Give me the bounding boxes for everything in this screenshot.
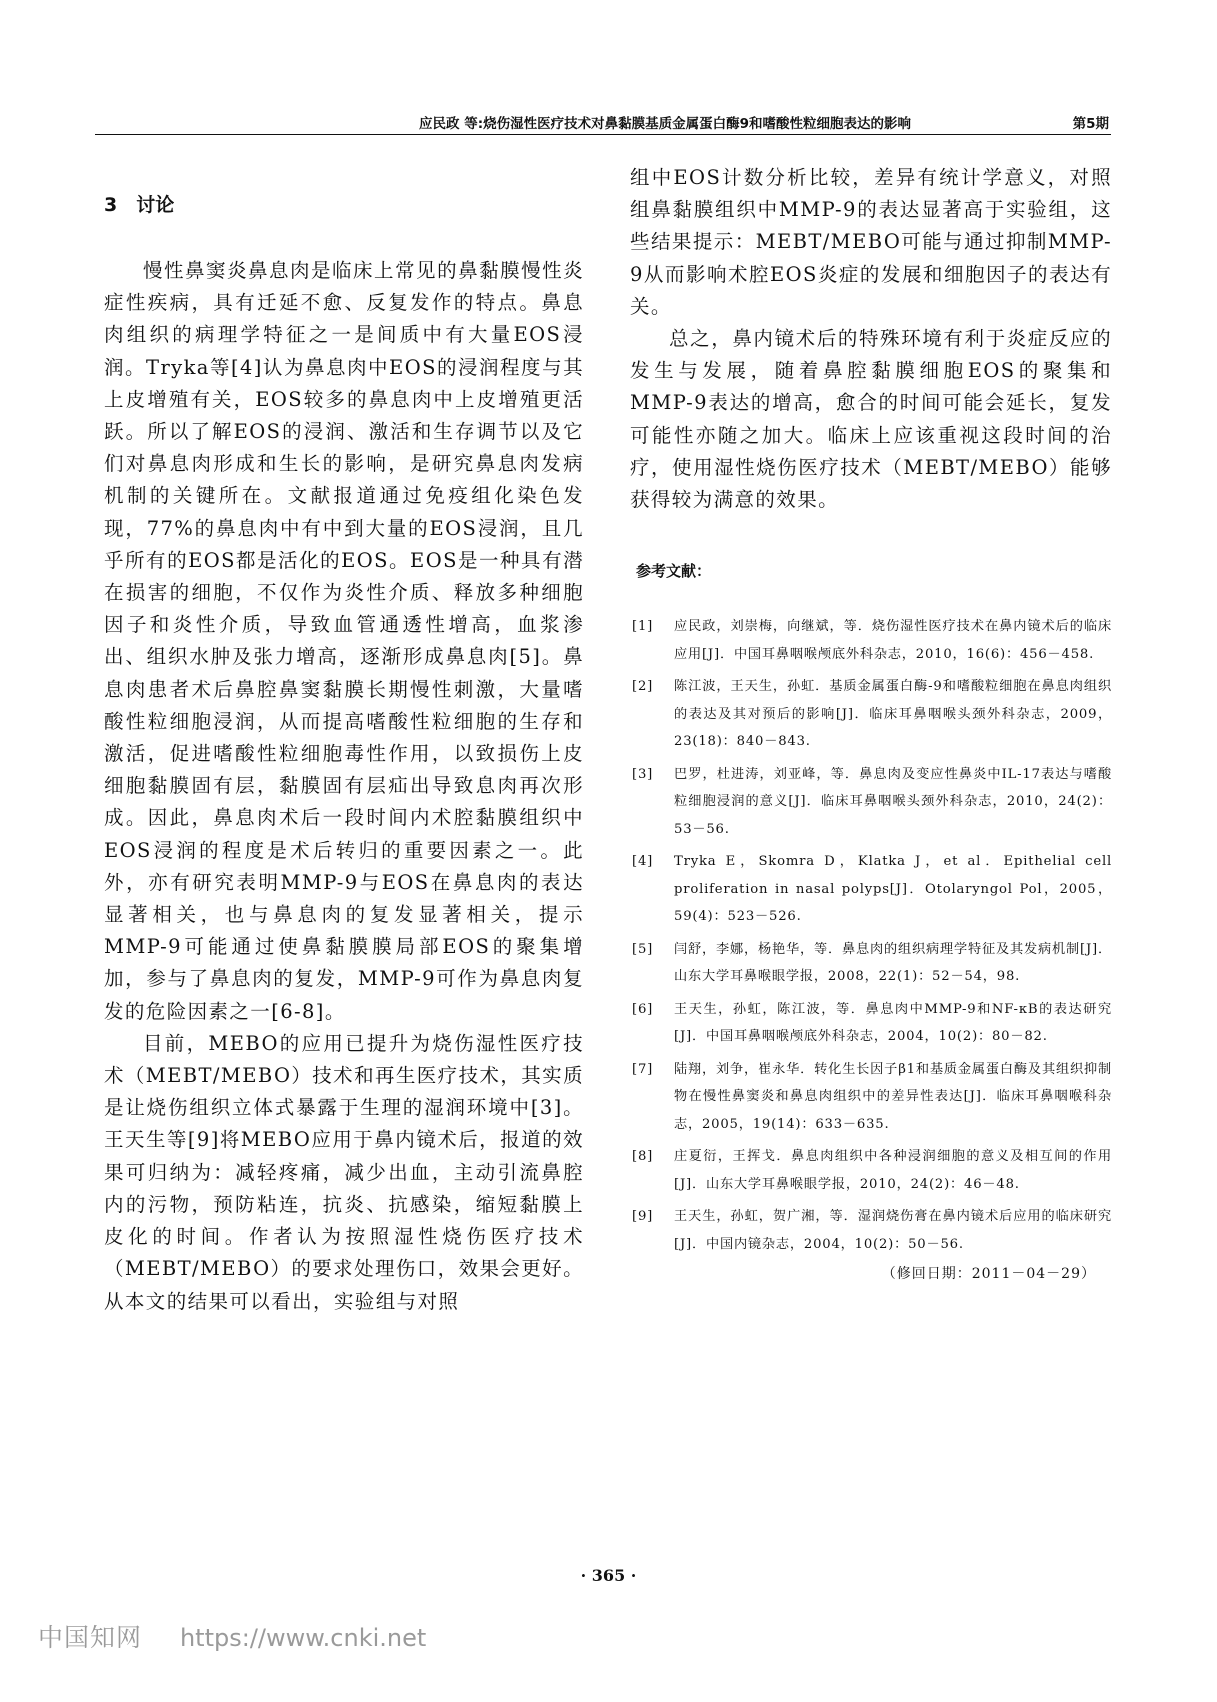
reference-item [630, 848, 1112, 931]
discussion-paragraph: 目前，MEBO的应用已提升为烧伤湿性医疗技术（MEBT/MEBO）技术和再生医疗技术，其实质是让烧伤组织立体式暴露于生理的湿润环境中[3]。王天生等[9]将MEBO应用于鼻内镜术后，报道的效果可归纳为：减轻疼痛，减少出血，主动引流鼻腔内的污物，预防粘连，抗炎、抗感染，缩短黏膜上皮化的时间。作者认为按照湿性烧伤医疗技术（MEBT/MEBO）的要求处理伤口，效果会更好。从本文的结果可以看出，实验组与对照 [104, 1031, 584, 1313]
reference-text: 王天生，孙虹，陈江波，等．鼻息肉中MMP-9和NF-κB的表达研究[J]．中国耳鼻咽喉颅底外科杂志，2004，10(2)：80－82. [674, 1001, 1112, 1045]
reference-text: 陆翔，刘争，崔永华．转化生长因子β1和基质金属蛋白酶及其组织抑制物在慢性鼻窦炎和鼻息肉组织中的差异性表达[J]．临床耳鼻咽喉科杂志，2005，19(14)：633－635. [674, 1061, 1112, 1132]
reference-number: [4] [632, 854, 654, 870]
left-column [104, 190, 584, 1318]
reference-item [630, 761, 1112, 844]
revision-date: （修回日期：2011－04－29） [881, 1266, 1096, 1283]
reference-item [630, 1203, 1112, 1258]
page-number: · 365 · [580, 1566, 637, 1585]
header-rule [95, 134, 1111, 135]
reference-text: Tryka E，Skomra D，Klatka J，et al．Epithelial cell proliferation in nasal polyps[J]．Otolaryngol Pol，2005，59(4)：523－526. [674, 854, 1112, 925]
watermark-url: https://www.cnki.net [179, 1624, 427, 1652]
reference-number: [9] [632, 1209, 654, 1225]
section-heading: 3 讨论 [104, 194, 175, 216]
reference-item [630, 673, 1112, 756]
watermark-brand: 中国知网 [38, 1623, 143, 1652]
reference-number: [1] [632, 619, 654, 635]
reference-item [630, 936, 1112, 991]
conclusion-paragraph: 总之，鼻内镜术后的特殊环境有利于炎症反应的发生与发展，随着鼻腔黏膜细胞EOS的聚集和MMP-9表达的增高，愈合的时间可能会延长，复发可能性亦随之加大。临床上应该重视这段时间的治疗，使用湿性烧伤医疗技术（MEBT/MEBO）能够获得较为满意的效果。 [630, 327, 1112, 512]
reference-number: [5] [632, 941, 654, 957]
reference-number: [7] [632, 1061, 654, 1077]
reference-text: 陈江波，王天生，孙虹．基质金属蛋白酶-9和嗜酸粒细胞在鼻息肉组织的表达及其对预后的影响[J]．临床耳鼻咽喉头颈外科杂志，2009，23(18)：840－843. [674, 679, 1112, 750]
reference-text: 庄夏衍，王挥戈．鼻息肉组织中各种浸润细胞的意义及相互间的作用[J]．山东大学耳鼻喉眼学报，2010，24(2)：46－48. [674, 1149, 1112, 1192]
discussion-paragraph-continued: 组中EOS计数分析比较，差异有统计学意义，对照组鼻黏膜组织中MMP-9的表达显著高于实验组，这些结果提示：MEBT/MEBO可能与通过抑制MMP-9从而影响术腔EOS炎症的发展和细胞因子的表达有关。 [630, 166, 1112, 318]
running-title: 应民政 等:烧伤湿性医疗技术对鼻黏膜基质金属蛋白酶9和嗜酸性粒细胞表达的影响 [419, 116, 911, 132]
reference-number: [2] [632, 679, 654, 695]
references-heading: 参考文献： [636, 562, 712, 581]
reference-item [630, 1056, 1112, 1139]
reference-number: [6] [632, 1001, 654, 1017]
issue-number: 第5期 [1072, 116, 1109, 132]
reference-item [630, 996, 1112, 1051]
reference-text: 闫舒，李娜，杨艳华，等．鼻息肉的组织病理学特征及其发病机制[J]．山东大学耳鼻喉眼学报，2008，22(1)：52－54，98. [674, 941, 1112, 985]
reference-text: 王天生，孙虹，贺广湘，等．湿润烧伤膏在鼻内镜术后应用的临床研究[J]．中国内镜杂志，2004，10(2)：50－56. [674, 1209, 1112, 1252]
reference-item [630, 1143, 1112, 1198]
right-column [630, 162, 1112, 1283]
reference-text: 应民政，刘崇梅，向继斌，等．烧伤湿性医疗技术在鼻内镜术后的临床应用[J]．中国耳鼻咽喉颅底外科杂志，2010，16(6)：456－458. [674, 619, 1112, 662]
reference-item [630, 613, 1112, 668]
discussion-paragraph: 慢性鼻窦炎鼻息肉是临床上常见的鼻黏膜慢性炎症性疾病，具有迁延不愈、反复发作的特点。鼻息肉组织的病理学特征之一是间质中有大量EOS浸润。Tryka等[4]认为鼻息肉中EOS的浸润程度与其上皮增殖有关，EOS较多的鼻息肉中上皮增殖更活跃。所以了解EOS的浸润、激活和生存调节以及它们对鼻息肉形成和生长的影响，是研究鼻息肉发病机制的关键所在。文献报道通过免疫组化染色发现，77%的鼻息肉中有中到大量的EOS浸润，且几乎所有的EOS都是活化的EOS。EOS是一种具有潜在损害的细胞，不仅作为炎性介质、释放多种细胞因子和炎性介质，导致血管通透性增高，血浆渗出、组织水肿及张力增高，逐渐形成鼻息肉[5]。鼻息肉患者术后鼻腔鼻窦黏膜长期慢性刺激，大量嗜酸性粒细胞浸润，从而提高嗜酸性粒细胞的生存和激活，促进嗜酸性粒细胞毒性作用，以致损伤上皮细胞黏膜固有层，黏膜固有层疝出导致息肉再次形成。因此，鼻息肉术后一段时间内术腔黏膜组织中EOS浸润的程度是术后转归的重要因素之一。此外，亦有研究表明MMP-9与EOS在鼻息肉的表达显著相关，也与鼻息肉的复发显著相关，提示MMP-9可能通过使鼻黏膜膜局部EOS的聚集增加，参与了鼻息肉的复发，MMP-9可作为鼻息肉复发的危险因素之一[6-8]。 [104, 259, 584, 1023]
cnki-watermark [38, 1618, 426, 1654]
reference-number: [8] [632, 1149, 654, 1165]
reference-number: [3] [632, 766, 654, 782]
reference-text: 巴罗，杜进涛，刘亚峰，等．鼻息肉及变应性鼻炎中IL-17表达与嗜酸粒细胞浸润的意义[J]．临床耳鼻咽喉头颈外科杂志，2010，24(2)：53－56. [674, 766, 1112, 837]
running-header [95, 108, 1111, 132]
